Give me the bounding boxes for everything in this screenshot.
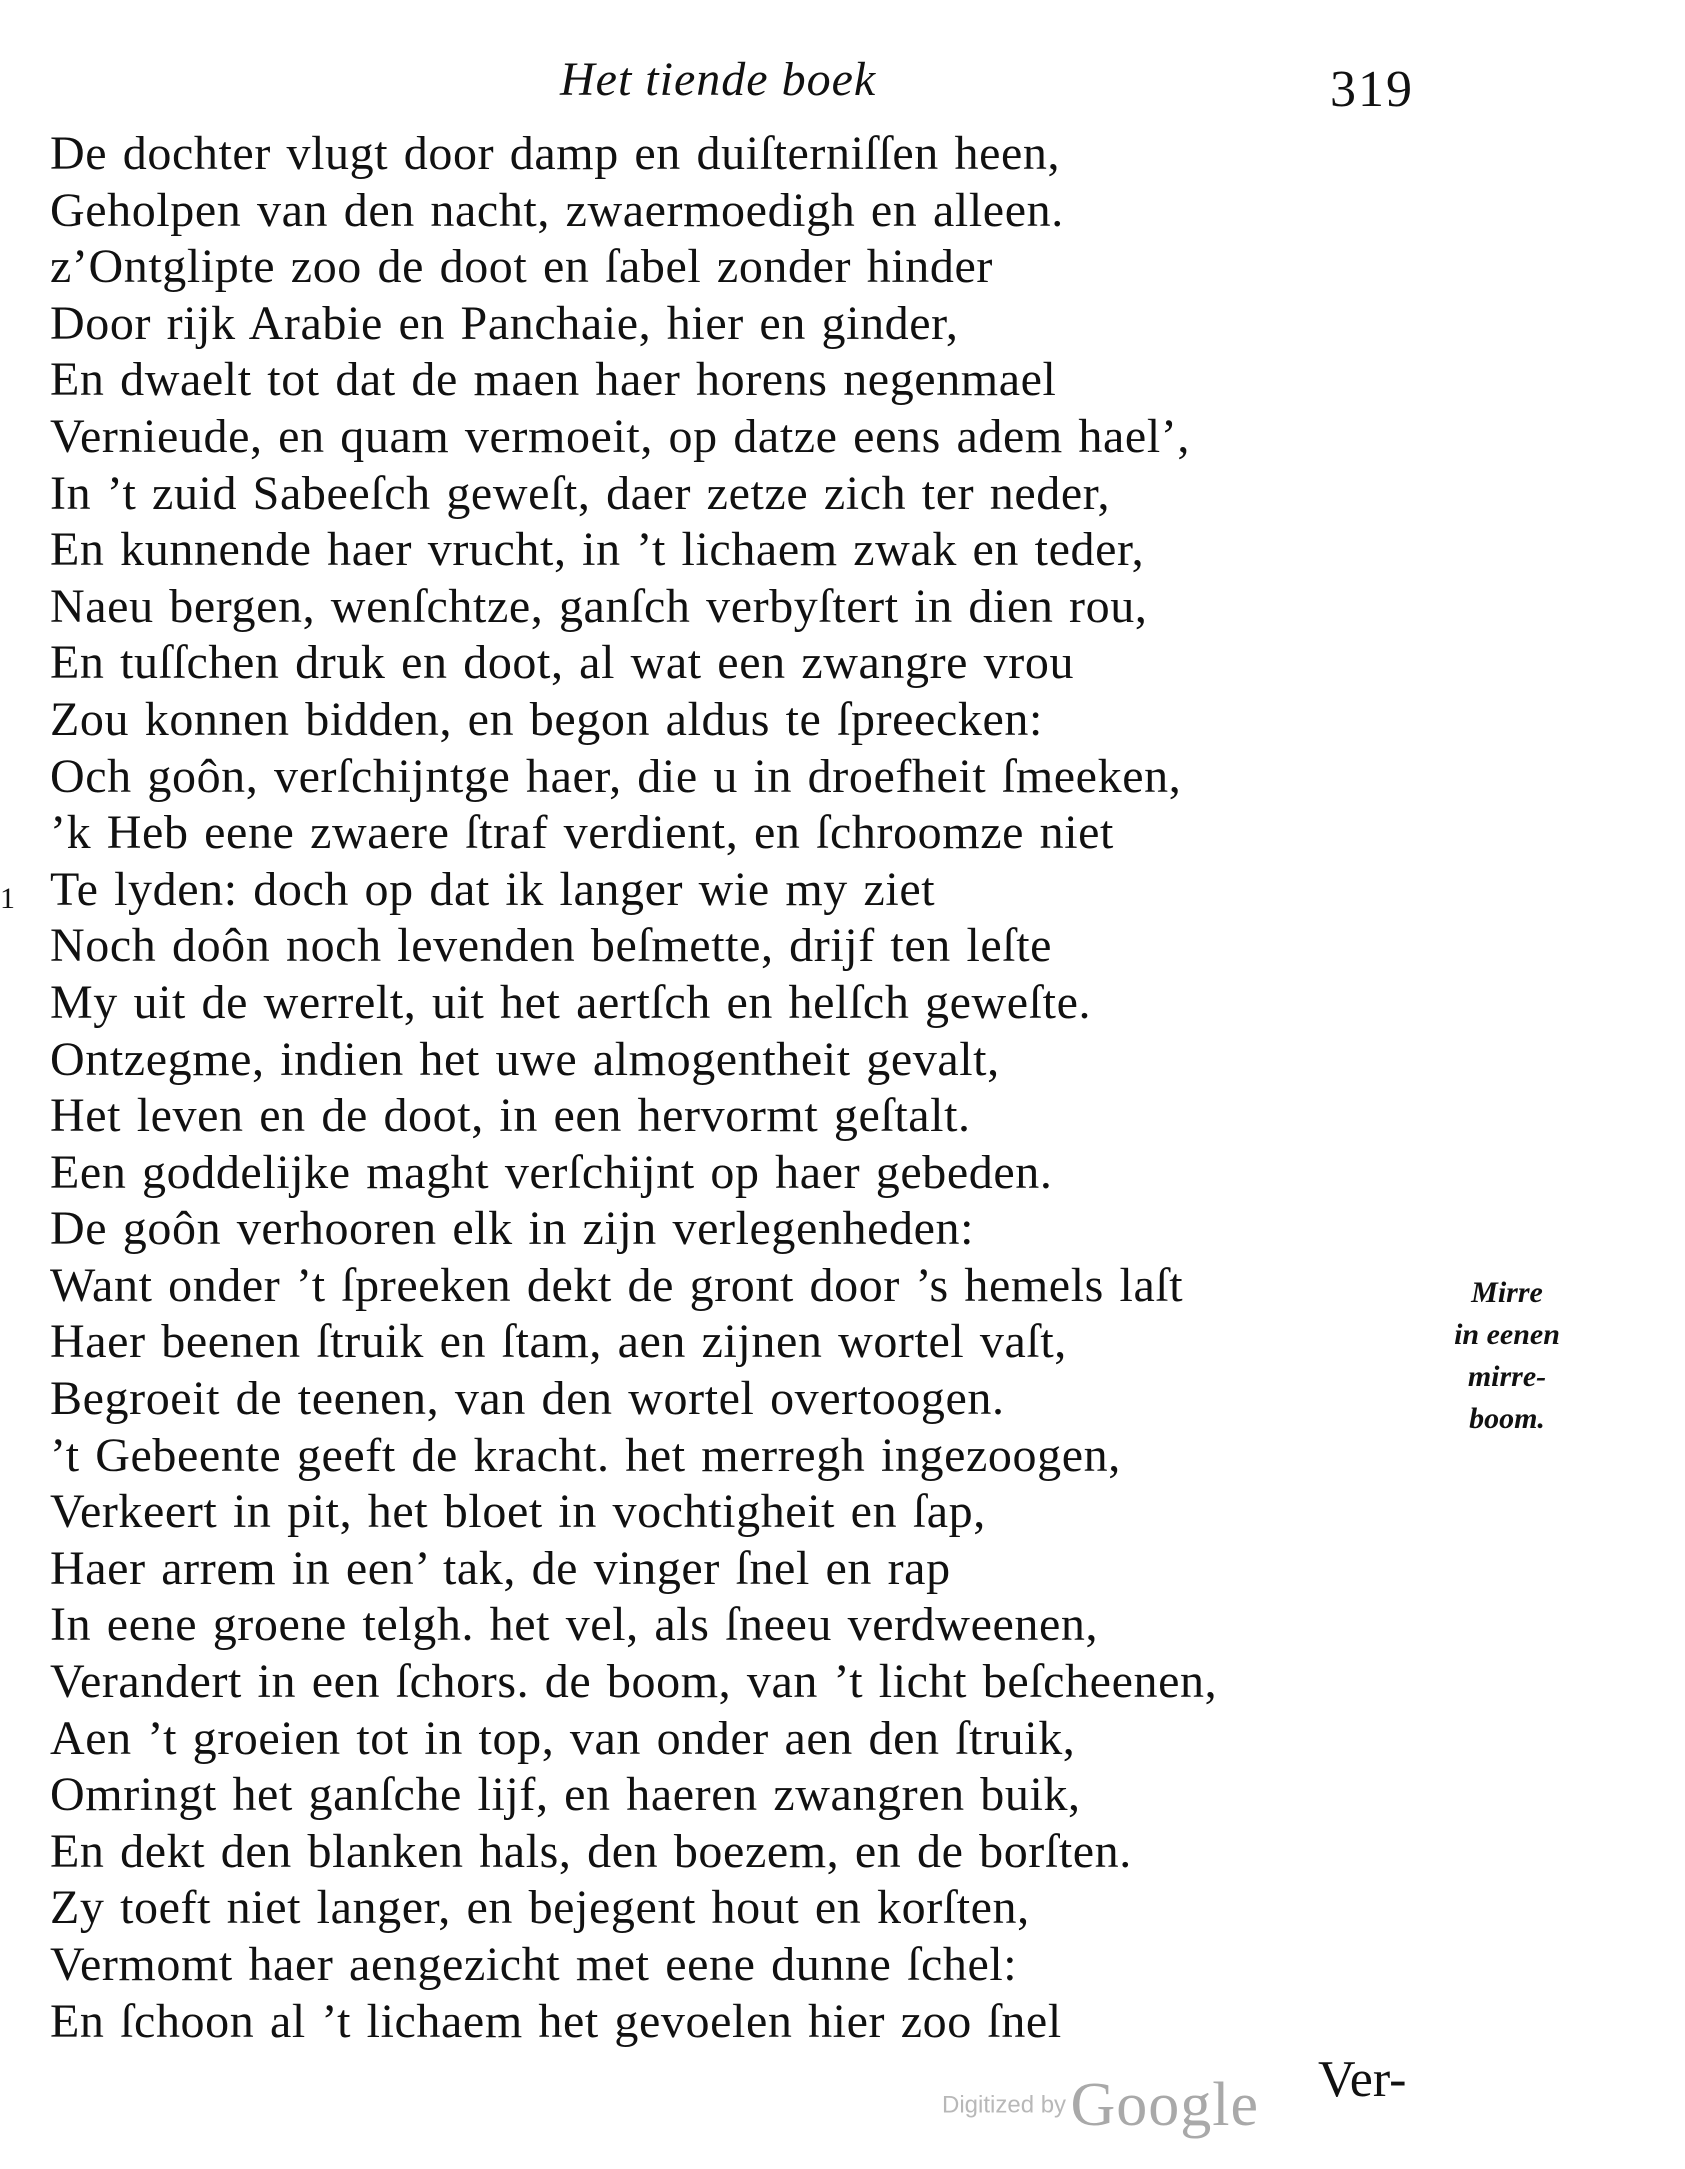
verse-line: Door rijk Arabie en Panchaie, hier en ginder, [50,296,959,350]
verse-line: z’Ontglipte zoo de doot en ſabel zonder hinder [50,240,993,294]
verse-line: Omringt het ganſche lijf, en haeren zwangren buik, [50,1768,1081,1822]
verse-line: Vermomt haer aengezicht met eene dunne ſchel: [50,1938,1018,1991]
marginal-note-line: boom. [1469,1402,1545,1435]
verse-line: Naeu bergen, wenſchtze, ganſch verbyſtert in dien rou, [50,579,1148,633]
verse-line: Verandert in een ſchors. de boom, van ’t licht beſcheenen, [50,1655,1218,1709]
verse-line: Een goddelijke maght verſchijnt op haer gebeden. [50,1145,1053,1199]
margin-mark: 1 [0,882,15,915]
verse-line: Geholpen van den nacht, zwaermoedigh en alleen. [50,183,1064,237]
verse-line: De dochter vlugt door damp en duiſterniſſen heen, [50,127,1061,180]
verse-line: En ſchoon al ’t lichaem het gevoelen hier zoo ſnel [50,1994,1062,2048]
verse-line: Haer beenen ſtruik en ſtam, aen zijnen wortel vaſt, [50,1315,1067,1369]
verse-line: Zou konnen bidden, en begon aldus te ſpreecken: [50,692,1043,746]
verse-line: Noch doôn noch levenden beſmette, drijf ten leſte [50,919,1053,973]
verse-line: Want onder ’t ſpreeken dekt de gront door ’s hemels laſt [50,1258,1184,1312]
marginal-note-line: in eenen [1454,1318,1560,1351]
verse-line: Haer arrem in een’ tak, de vinger ſnel en rap [50,1541,951,1595]
verse-line: En dekt den blanken hals, den boezem, en de borſten. [50,1824,1132,1878]
verse-line: ’t Gebeente geeft de kracht. het merregh ingezoogen, [50,1428,1121,1482]
google-logo: Google [1070,2071,1260,2139]
running-head: Het tiende boek [560,53,877,106]
verse-line: Het leven en de doot, in een hervormt geſtalt. [50,1089,971,1143]
marginal-note-line: Mirre [1471,1276,1543,1309]
verse-text [50,126,1217,2050]
verse-line: En tuſſchen druk en doot, al wat een zwangre vrou [50,636,1075,690]
marginal-note-line: mirre- [1467,1360,1547,1393]
verse-line: En kunnende haer vrucht, in ’t lichaem zwak en teder, [50,523,1145,577]
verse-line: Aen ’t groeien tot in top, van onder aen den ſtruik, [50,1711,1076,1765]
digitized-watermark [942,2070,1259,2141]
verse-line: Verkeert in pit, het bloet in vochtigheit en ſap, [50,1485,986,1539]
page-number: 319 [1330,61,1414,118]
verse-line: Och goôn, verſchijntge haer, die u in droefheit ſmeeken, [50,749,1182,803]
catchword: Ver- [1318,2051,1407,2108]
verse-line: My uit de werrelt, uit het aertſch en helſch geweſte. [50,975,1092,1029]
verse-line: Vernieude, en quam vermoeit, op datze eens adem hael’, [50,409,1190,463]
verse-line: Zy toeft niet langer, en bejegent hout en korſten, [50,1881,1030,1935]
verse-line: ’k Heb eene zwaere ſtraf verdient, en ſchroomze niet [50,806,1114,860]
verse-line: En dwaelt tot dat de maen haer horens negenmael [50,353,1057,407]
digitized-by-text: Digitized by [942,2091,1067,2119]
verse-line: Ontzegme, indien het uwe almogentheit gevalt, [50,1032,1000,1086]
verse-line: Te lyden: doch op dat ik langer wie my ziet [50,862,936,916]
verse-line: De goôn verhooren elk in zijn verlegenheden: [50,1202,975,1256]
verse-line: In eene groene telgh. het vel, als ſneeu verdweenen, [50,1598,1099,1652]
marginal-note [1432,1272,1582,1440]
verse-line: Begroeit de teenen, van den wortel overtoogen. [50,1372,1005,1426]
verse-line: In ’t zuid Sabeeſch geweſt, daer zetze zich ter neder, [50,466,1111,520]
